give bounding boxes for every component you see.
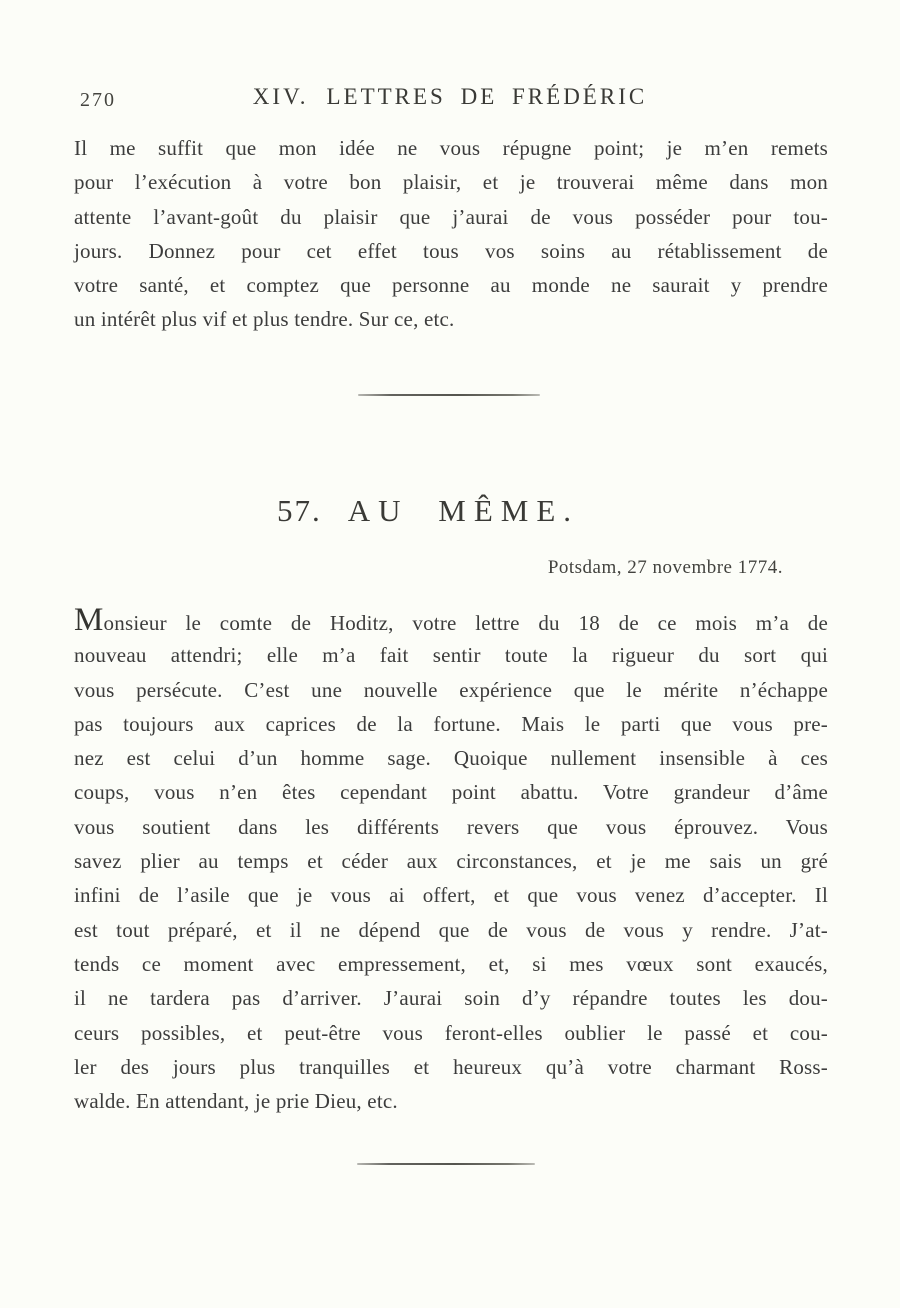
text-line: il ne tardera pas d’arriver. J’aurai soin d’y répandre toutes les dou- (74, 986, 828, 1011)
running-head-row (0, 84, 900, 114)
text-line: walde. En attendant, je prie Dieu, etc. (74, 1089, 398, 1114)
text-line: savez plier au temps et céder aux circonstances, et je me sais un gré (74, 849, 828, 874)
drop-cap-initial: M (74, 602, 104, 638)
text-line: Il me suffit que mon idée ne vous répugne point; je m’en remets (74, 136, 828, 160)
text-line: ceurs possibles, et peut-être vous feront-elles oublier le passé et cou- (74, 1020, 828, 1045)
letter-56-body (74, 131, 828, 337)
section-divider (357, 1163, 535, 1165)
letter-title: AU MÊME. (347, 493, 580, 528)
text-line: pour l’exécution à votre bon plaisir, et je trouverai même dans mon (74, 170, 828, 195)
text-line: ler des jours plus tranquilles et heureux qu’à votre charmant Ross- (74, 1054, 828, 1079)
text-line: vous soutient dans les différents revers que vous éprouvez. Vous (74, 814, 828, 839)
section-divider (358, 394, 540, 396)
letter-57-body (74, 604, 828, 1118)
text-line: est tout préparé, et il ne dépend que de vous de vous y rendre. J’at- (74, 917, 828, 942)
text-line: un intérêt plus vif et plus tendre. Sur ce, etc. (74, 307, 455, 332)
running-head-title: LETTRES DE FRÉDÉRIC (326, 84, 648, 109)
text-line: infini de l’asile que je vous ai offert, et que vous venez d’accepter. Il (74, 883, 828, 908)
text-line: nez est celui d’un homme sage. Quoique nullement insensible à ces (74, 746, 828, 771)
text-line: pas toujours aux caprices de la fortune. Mais le parti que vous pre- (74, 711, 828, 736)
text-line-with-initial (74, 604, 828, 638)
letter-number: 57. (276, 493, 322, 528)
running-head-section: XIV. (252, 84, 309, 109)
page-number: 270 (80, 89, 116, 111)
letter-57-heading (0, 493, 878, 529)
text-line: vous persécute. C’est une nouvelle expérience que le mérite n’échappe (74, 677, 828, 702)
text-line: nouveau attendri; elle m’a fait sentir toute la rigueur du sort qui (74, 643, 828, 668)
text-line: onsieur le comte de Hoditz, votre lettre du 18 de ce mois m’a de (103, 611, 828, 635)
dateline: Potsdam, 27 novembre 1774. (547, 557, 783, 578)
text-line: votre santé, et comptez que personne au monde ne saurait y prendre (74, 273, 828, 298)
text-line: coups, vous n’en êtes cependant point abattu. Votre grandeur d’âme (74, 780, 828, 805)
text-line: tends ce moment avec empressement, et, si mes vœux sont exaucés, (74, 951, 828, 976)
running-head (0, 84, 900, 110)
text-line: attente l’avant-goût du plaisir que j’aurai de vous posséder pour tou- (74, 204, 828, 229)
text-line: jours. Donnez pour cet effet tous vos soins au rétablissement de (74, 238, 828, 263)
